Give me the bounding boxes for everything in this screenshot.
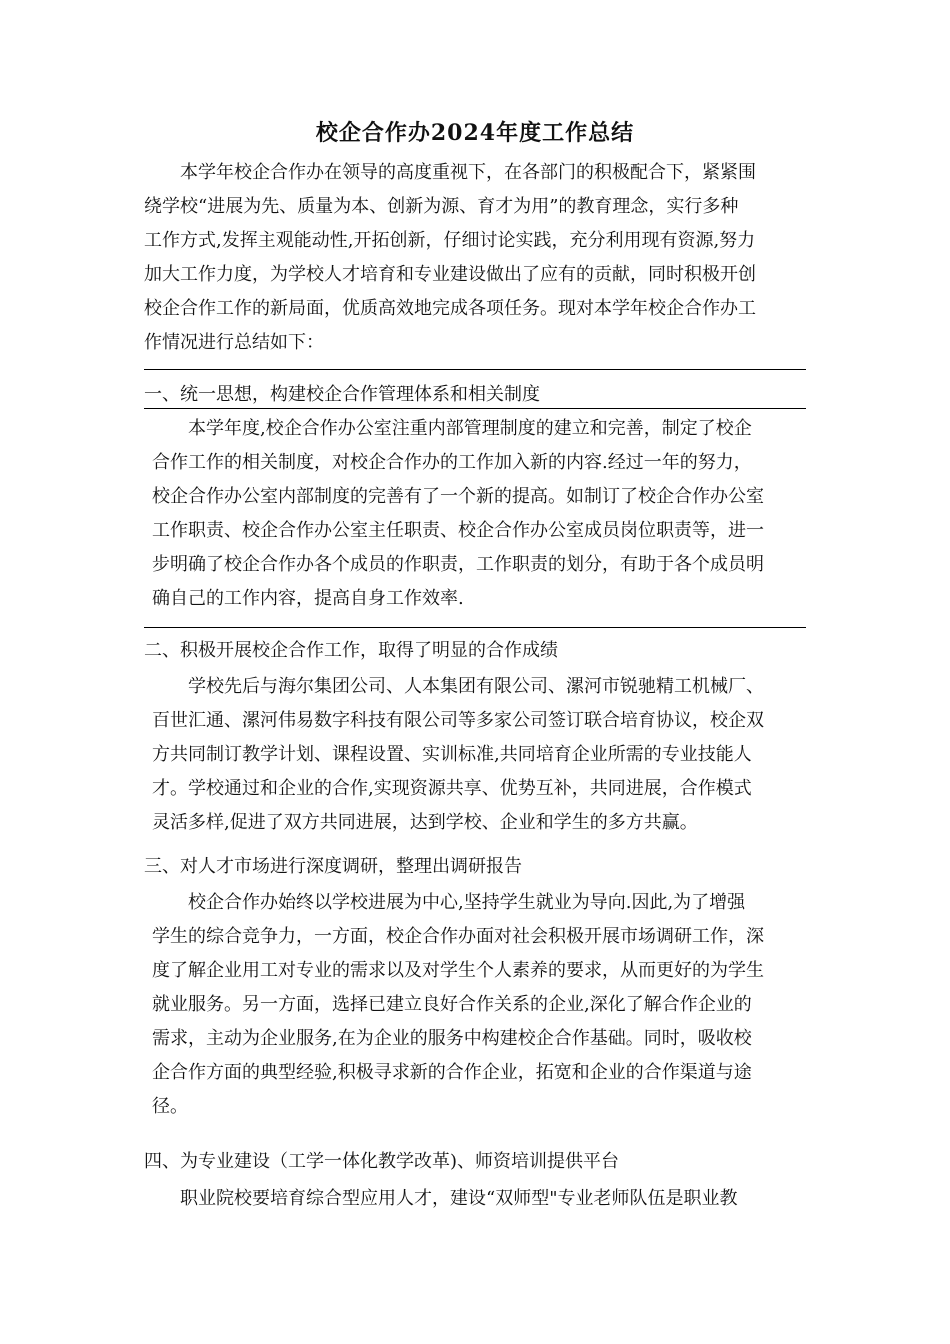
intro-line: 作情况进行总结如下： <box>144 332 324 353</box>
body-line: 本学年度,校企合作办公室注重内部管理制度的建立和完善，制定了校企 <box>188 418 752 439</box>
body-line: 才。学校通过和企业的合作,实现资源共享、优势互补，共同进展，合作模式 <box>152 778 752 799</box>
section-divider <box>144 369 806 370</box>
section-divider <box>144 408 806 409</box>
body-line: 确自己的工作内容，提高自身工作效率. <box>152 588 464 609</box>
document-title: 校企合作办2024年度工作总结 <box>315 120 635 146</box>
section-divider <box>144 627 806 628</box>
body-line: 步明确了校企合作办各个成员的作职责，工作职责的划分，有助于各个成员明 <box>152 554 764 575</box>
body-line: 学校先后与海尔集团公司、人本集团有限公司、漯河市锐驰精工机械厂、 <box>188 676 764 697</box>
body-line: 校企合作办始终以学校进展为中心,坚持学生就业为导向.因此,为了增强 <box>188 892 746 913</box>
body-line: 企合作方面的典型经验,积极寻求新的合作企业，拓宽和企业的合作渠道与途 <box>152 1062 752 1083</box>
section-1-body <box>152 412 806 616</box>
body-line: 校企合作办公室内部制度的完善有了一个新的提高。如制订了校企合作办公室 <box>152 486 764 507</box>
body-line: 合作工作的相关制度，对校企合作办的工作加入新的内容.经过一年的努力， <box>152 452 752 473</box>
section-heading-1: 一、统一思想，构建校企合作管理体系和相关制度 <box>144 384 540 405</box>
body-line: 工作职责、校企合作办公室主任职责、校企合作办公室成员岗位职责等，进一 <box>152 520 764 541</box>
section-3-body <box>152 886 806 1124</box>
body-line: 学生的综合竞争力，一方面，校企合作办面对社会积极开展市场调研工作，深 <box>152 926 764 947</box>
section-2-body <box>152 670 806 840</box>
body-line: 需求，主动为企业服务,在为企业的服务中构建校企合作基础。同时，吸收校 <box>152 1028 752 1049</box>
body-line: 就业服务。另一方面，选择已建立良好合作关系的企业,深化了解合作企业的 <box>152 994 752 1015</box>
section-heading-3: 三、对人才市场进行深度调研，整理出调研报告 <box>144 856 522 877</box>
body-line: 方共同制订教学计划、课程设置、实训标准,共同培育企业所需的专业技能人 <box>152 744 752 765</box>
body-line: 职业院校要培育综合型应用人才，建设“双师型"专业老师队伍是职业教 <box>180 1188 738 1209</box>
intro-line: 校企合作工作的新局面，优质高效地完成各项任务。现对本学年校企合作办工 <box>144 298 756 319</box>
body-line: 灵活多样,促进了双方共同进展，达到学校、企业和学生的多方共赢。 <box>152 812 698 833</box>
section-heading-2: 二、积极开展校企合作工作，取得了明显的合作成绩 <box>144 640 558 661</box>
intro-line: 绕学校“进展为先、质量为本、创新为源、育才为用”的教育理念，实行多种 <box>144 196 739 217</box>
section-heading-4: 四、为专业建设（工学一体化教学改革)、师资培训提供平台 <box>144 1151 620 1172</box>
intro-paragraph <box>144 156 806 360</box>
section-4-body <box>144 1182 806 1216</box>
intro-line: 加大工作力度，为学校人才培育和专业建设做出了应有的贡献，同时积极开创 <box>144 264 756 285</box>
body-line: 度了解企业用工对专业的需求以及对学生个人素养的要求，从而更好的为学生 <box>152 960 764 981</box>
body-line: 径。 <box>152 1096 188 1117</box>
intro-line: 工作方式,发挥主观能动性,开拓创新，仔细讨论实践，充分利用现有资源,努力 <box>144 230 756 251</box>
body-line: 百世汇通、漯河伟易数字科技有限公司等多家公司签订联合培育协议，校企双 <box>152 710 764 731</box>
intro-line: 本学年校企合作办在领导的高度重视下，在各部门的积极配合下，紧紧围 <box>180 162 756 183</box>
